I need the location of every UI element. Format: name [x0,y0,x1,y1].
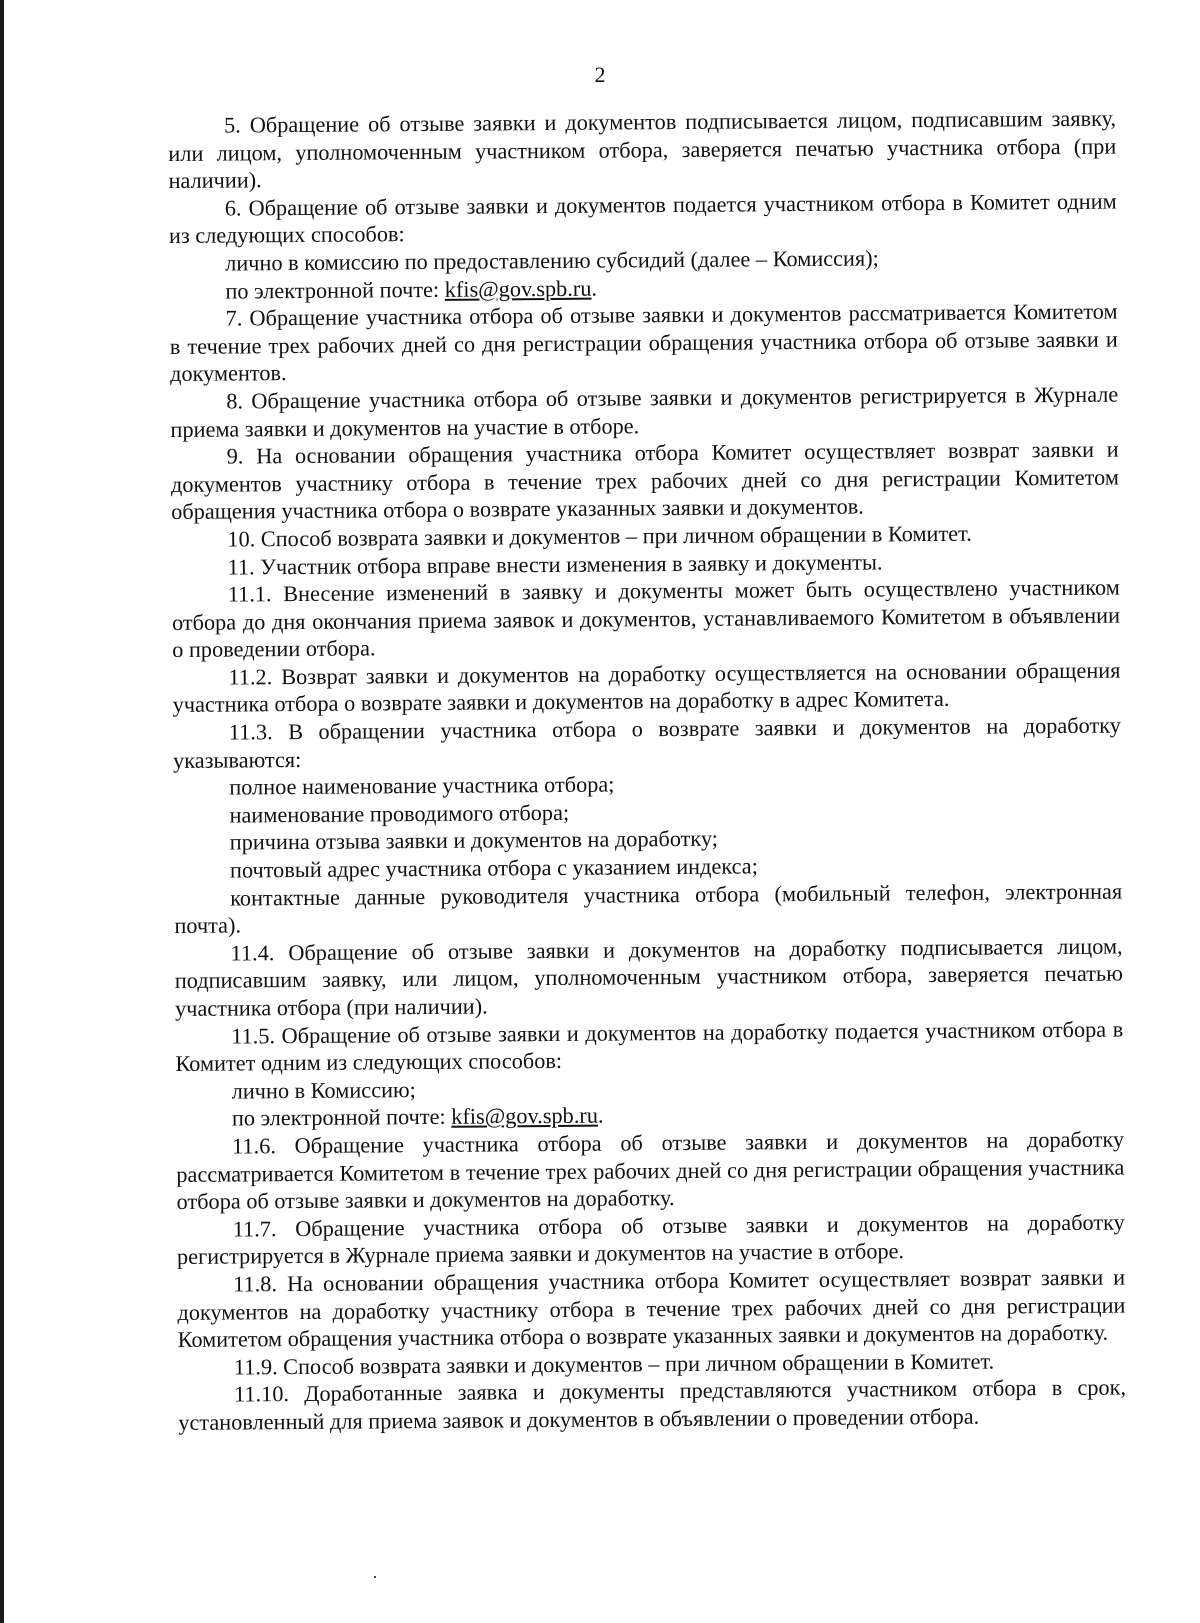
paragraph: 11.10. Доработанные заявка и документы представляются участником отбора в срок, установленный для приема заявок и документов в объявлении о проведении отбора. [178,1374,1127,1435]
paragraph: 11. Участник отбора вправе внести изменения в заявку и документы. [227,548,883,580]
paragraph: 11.4. Обращение об отзыве заявки и документов на доработку подписывается лицом, подписавшим заявку, или лицом, уполномоченным участником отбора, заверяется печатью участника отбора (при наличии). [174,933,1123,1021]
paragraph: 11.7. Обращение участника отбора об отзыве заявки и документов на доработку регистрируется в Журнале приема заявки и документов на участие в отборе. [176,1209,1125,1270]
paragraph: 9. На основании обращения участника отбора Комитет осуществляет возврат заявки и документов участнику отбора в течение трех рабочих дней со дня регистрации Комитетом обращения участника отбора о возврате указанных заявки и документов. [170,436,1119,525]
list-item: причина отзыва заявки и документов на доработку; [229,826,719,855]
email-suffix: . [591,275,598,301]
page-number: 2 [594,62,606,87]
paragraph: контактные данные руководителя участника отбора (мобильный телефон, электронная почта). [174,878,1123,939]
list-item: лично в Комиссию; [231,1076,416,1104]
email-link[interactable]: kfis@gov.spb.ru [451,1103,599,1130]
list-item: полное наименование участника отбора; [229,771,615,800]
paragraph: 11.9. Способ возврата заявки и документов – при личном обращении в Комитет. [233,1348,995,1380]
list-item: наименование проводимого отбора; [229,799,570,828]
list-item: лично в комиссию по предоставлению субсидий (далее – Комиссия); [225,245,879,276]
paragraph: 11.6. Обращение участника отбора об отзыве заявки и документов на доработку рассматривается Комитетом в течение трех рабочих дней со дня регистрации обращения участника отбора об отзыве заявки и документов на доработку. [176,1126,1125,1215]
paragraph: 11.3. В обращении участника отбора о возврате заявки и документов на доработку указываются: [172,712,1121,773]
document-body [168,105,1126,1437]
paragraph: 8. Обращение участника отбора об отзыве заявки и документов регистрируется в Журнале приема заявки и документов на участие в отборе. [170,381,1119,442]
paragraph: 11.1. Внесение изменений в заявку и документы может быть осуществлено участником отбора до дня окончания приема заявок и документов, устанавливаемого Комитетом в объявлении о проведении отбора. [171,574,1121,663]
email-prefix: по электронной почте: [225,276,445,304]
paragraph: 7. Обращение участника отбора об отзыве заявки и документов рассматривается Комитетом в течение трех рабочих дней со дня регистрации обращения участника отбора об отзыве заявки и документов. [169,298,1118,387]
scan-edge [0,0,4,1623]
email-link[interactable]: kfis@gov.spb.ru [444,275,592,302]
email-prefix: по электронной почте: [231,1104,452,1131]
paragraph: 5. Обращение об отзыве заявки и документов подписывается лицом, подписавшим заявку, или лицом, уполномоченным участником отбора, заверяется печатью участника отбора (при наличии). [168,105,1117,194]
paragraph: 11.8. На основании обращения участника отбора Комитет осуществляет возврат заявки и документов на доработку участнику отбора в течение трех рабочих дней со дня регистрации Комитетом обращения участника отбора о возврате указанных заявки и документов на доработку. [177,1264,1126,1353]
list-item: почтовый адрес участника отбора с указанием индекса; [229,853,758,883]
paragraph: 11.2. Возврат заявки и документов на доработку осуществляется на основании обращения участника отбора о возврате заявки и документов на доработку в адрес Комитета. [172,657,1121,718]
paragraph: 6. Обращение об отзыве заявки и документов подается участником отбора в Комитет одним из следующих способов: [168,188,1117,249]
paragraph: 10. Способ возврата заявки и документов – при личном обращении в Комитет. [227,520,972,552]
paragraph: 11.5. Обращение об отзыве заявки и документов на доработку подается участником отбора в Комитет одним из следующих способов: [175,1016,1124,1077]
scan-speck [374,1576,376,1578]
email-suffix: . [597,1102,604,1129]
